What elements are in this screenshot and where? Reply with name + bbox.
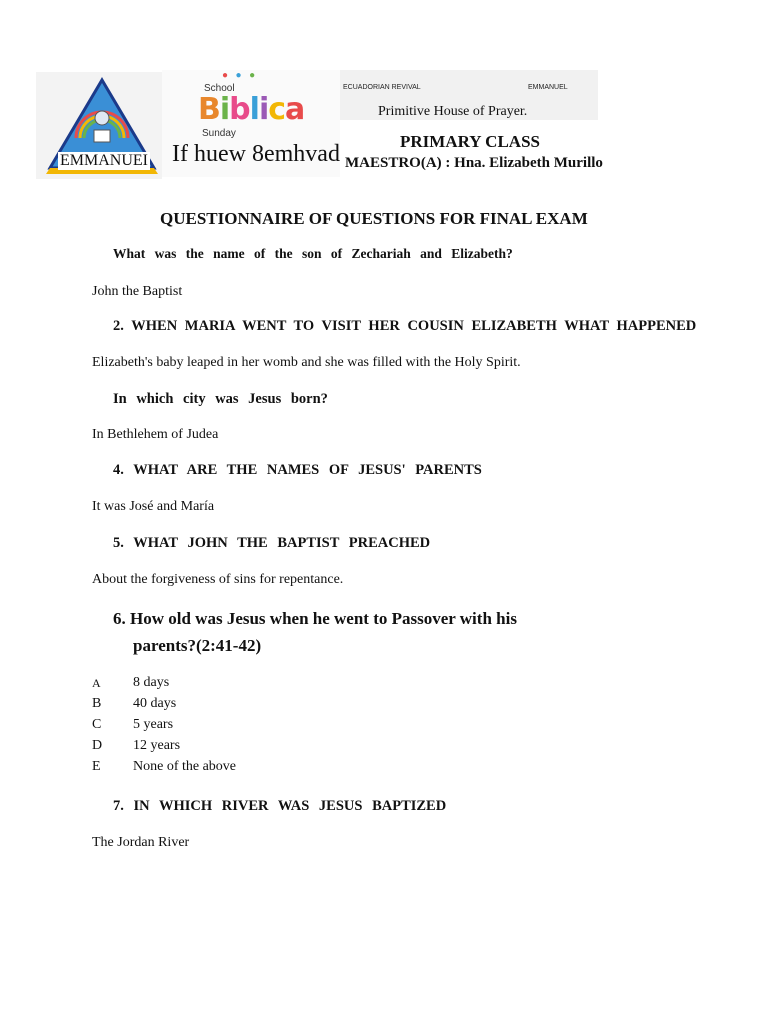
answer-7: The Jordan River	[92, 835, 190, 850]
biblica-letter: b	[229, 92, 250, 127]
biblica-letter: c	[268, 92, 286, 127]
question-6-line-1: 6. How old was Jesus when he went to Passover with his	[113, 609, 517, 628]
question-7: 7. IN WHICH RIVER WAS JESUS BAPTIZED	[113, 798, 447, 814]
class-name: PRIMARY CLASS	[400, 132, 540, 151]
house-of-prayer: Primitive House of Prayer.	[378, 104, 528, 119]
biblica-school-label: School	[204, 83, 235, 94]
kids-icon: ● ● ●	[222, 70, 256, 81]
option-a-text: 8 days	[133, 675, 170, 690]
emmanuel-logo	[36, 72, 162, 179]
option-c-letter: C	[92, 717, 102, 732]
revival-right-text: EMMANUEL	[528, 84, 568, 91]
page-title: QUESTIONNAIRE OF QUESTIONS FOR FINAL EXAM	[160, 209, 588, 228]
biblica-letter: a	[285, 92, 305, 127]
question-1: What was the name of the son of Zechariah and Elizabeth?	[113, 246, 513, 261]
option-c-text: 5 years	[133, 717, 174, 732]
option-e-letter: E	[92, 759, 101, 774]
option-e-text: None of the above	[133, 759, 237, 774]
emmanuel-logo-text: EMMANUEI	[60, 152, 148, 169]
option-d-text: 12 years	[133, 738, 181, 753]
option-a-letter: A	[92, 676, 101, 690]
answer-5: About the forgiveness of sins for repentance.	[92, 572, 344, 587]
question-4: 4. WHAT ARE THE NAMES OF JESUS' PARENTS	[113, 462, 482, 478]
biblica-sunday-label: Sunday	[202, 128, 236, 139]
teacher-name: MAESTRO(A) : Hna. Elizabeth Murillo	[345, 155, 603, 171]
question-5: 5. WHAT JOHN THE BAPTIST PREACHED	[113, 535, 431, 551]
biblica-letter: l	[249, 92, 259, 127]
answer-2: Elizabeth's baby leaped in her womb and she was filled with the Holy Spirit.	[92, 355, 521, 370]
question-3: In which city was Jesus born?	[113, 391, 328, 407]
option-d-letter: D	[92, 738, 103, 753]
biblica-word	[198, 92, 304, 127]
option-b-text: 40 days	[133, 696, 177, 711]
question-2: 2. WHEN MARIA WENT TO VISIT HER COUSIN ELIZABETH WHAT HAPPENED	[113, 318, 697, 334]
biblica-letter: i	[258, 92, 269, 127]
handwritten-note: If huew 8emhvad	[172, 141, 340, 167]
biblica-letter: B	[198, 92, 220, 127]
revival-left-text: ECUADORIAN REVIVAL	[343, 84, 421, 91]
biblica-letter: i	[219, 92, 230, 127]
question-6-line-2: parents?(2:41-42)	[133, 636, 262, 655]
answer-3: In Bethlehem of Judea	[92, 427, 219, 442]
answer-4: It was José and María	[92, 499, 215, 514]
answer-1: John the Baptist	[92, 284, 183, 299]
option-b-letter: B	[92, 696, 102, 711]
